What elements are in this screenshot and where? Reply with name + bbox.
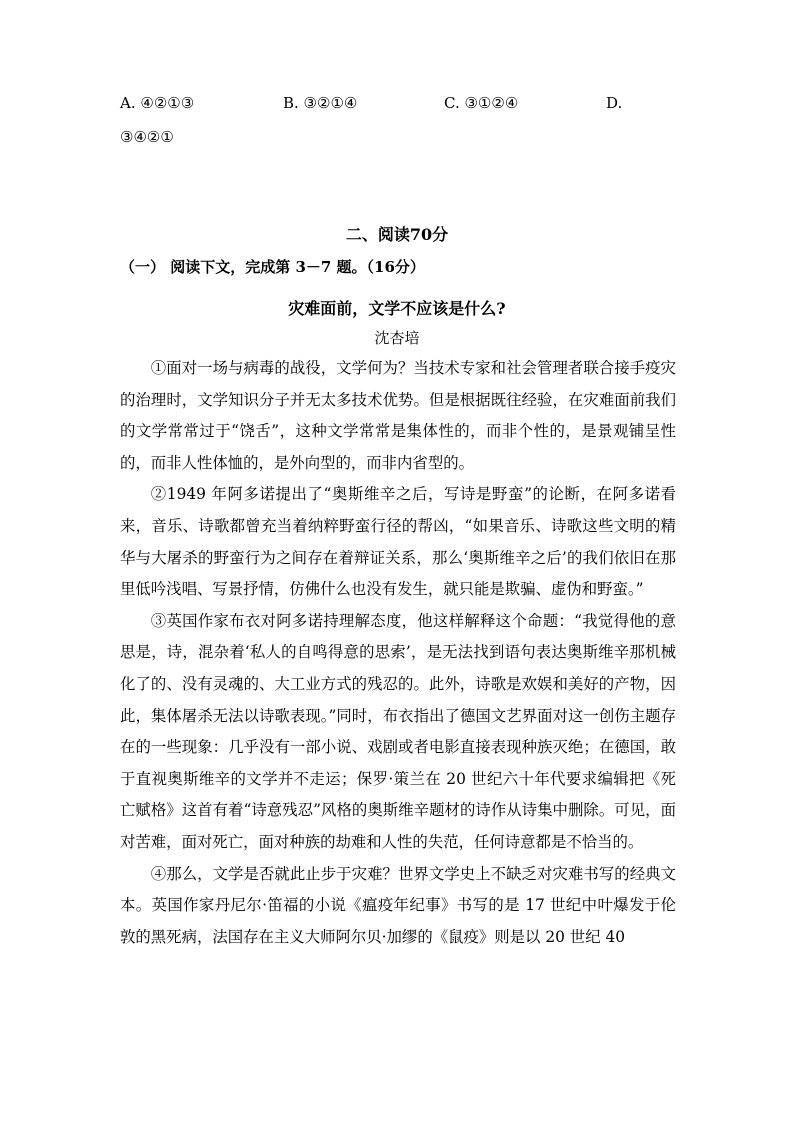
option-d-continuation: ③④②①: [120, 128, 174, 146]
option-c: C. ③①②④: [444, 94, 519, 112]
option-b: B. ③②①④: [283, 94, 358, 112]
paragraph-4: ④那么，文学是否就此止步于灾难？世界文学史上不缺乏对灾难书写的经典文本。英国作家丹尼尔·笛福的小说《瘟疫年纪事》书写的是 17 世纪中叶爆发于伦敦的黑死病，法国存在主义大师阿尔贝·加缪的《鼠疫》则是以 20 世纪 40: [120, 864, 676, 946]
article-title: 灾难面前，文学不应该是什么?: [288, 299, 506, 318]
paragraph-2: ②1949 年阿多诺提出了“奥斯维辛之后，写诗是野蛮”的论断，在阿多诺看来，音乐、诗歌都曾充当着纳粹野蛮行径的帮凶，“如果音乐、诗歌这些文明的精华与大屠杀的野蛮行为之间存在着辩证关系，那么‘奥斯维辛之后’的我们依旧在那里低吟浅唱、写景抒情，仿佛什么也没有发生，就只能是欺骗、虚伪和野蛮。”: [120, 485, 676, 599]
option-a: A. ④②①③: [120, 94, 195, 112]
article-body: [120, 353, 676, 953]
article-author: 沈杏培: [374, 329, 420, 347]
paragraph-3: ③英国作家布衣对阿多诺持理解态度，他这样解释这个命题：“我觉得他的意思是，诗，混杂着‘私人的自鸣得意的思索’，是无法找到语句表达奥斯维辛那机械化了的、没有灵魂的、大工业方式的残忍的。此外，诗歌是欢娱和美好的产物，因此，集体屠杀无法以诗歌表现。”同时，布衣指出了德国文艺界面对这一创伤主题存在的一些现象：几乎没有一部小说、戏剧或者电影直接表现种族灭绝；在德国，敢于直视奥斯维辛的文学并不走运；保罗·策兰在 20 世纪六十年代要求编辑把《死亡赋格》这首有着“诗意残忍”风格的奥斯维辛题材的诗作从诗集中删除。可见，面对苦难，面对死亡，面对种族的劫难和人性的失范，任何诗意都是不恰当的。: [120, 611, 676, 851]
section-title: 二、阅读70分: [345, 225, 449, 244]
option-d: D.: [606, 94, 623, 112]
answer-options: [120, 94, 680, 122]
paragraph-1: ①面对一场与病毒的战役，文学何为？当技术专家和社会管理者联合接手疫灾的治理时，文学知识分子并无太多技术优势。但是根据既往经验，在灾难面前我们的文学常常过于“饶舌”，这种文学常常是集体性的，而非个性的，是景观铺呈性的，而非人性体恤的，是外向型的，而非内省型的。: [120, 359, 676, 472]
section-subtitle: （一） 阅读下文，完成第 3－7 题。（16分）: [120, 258, 425, 276]
